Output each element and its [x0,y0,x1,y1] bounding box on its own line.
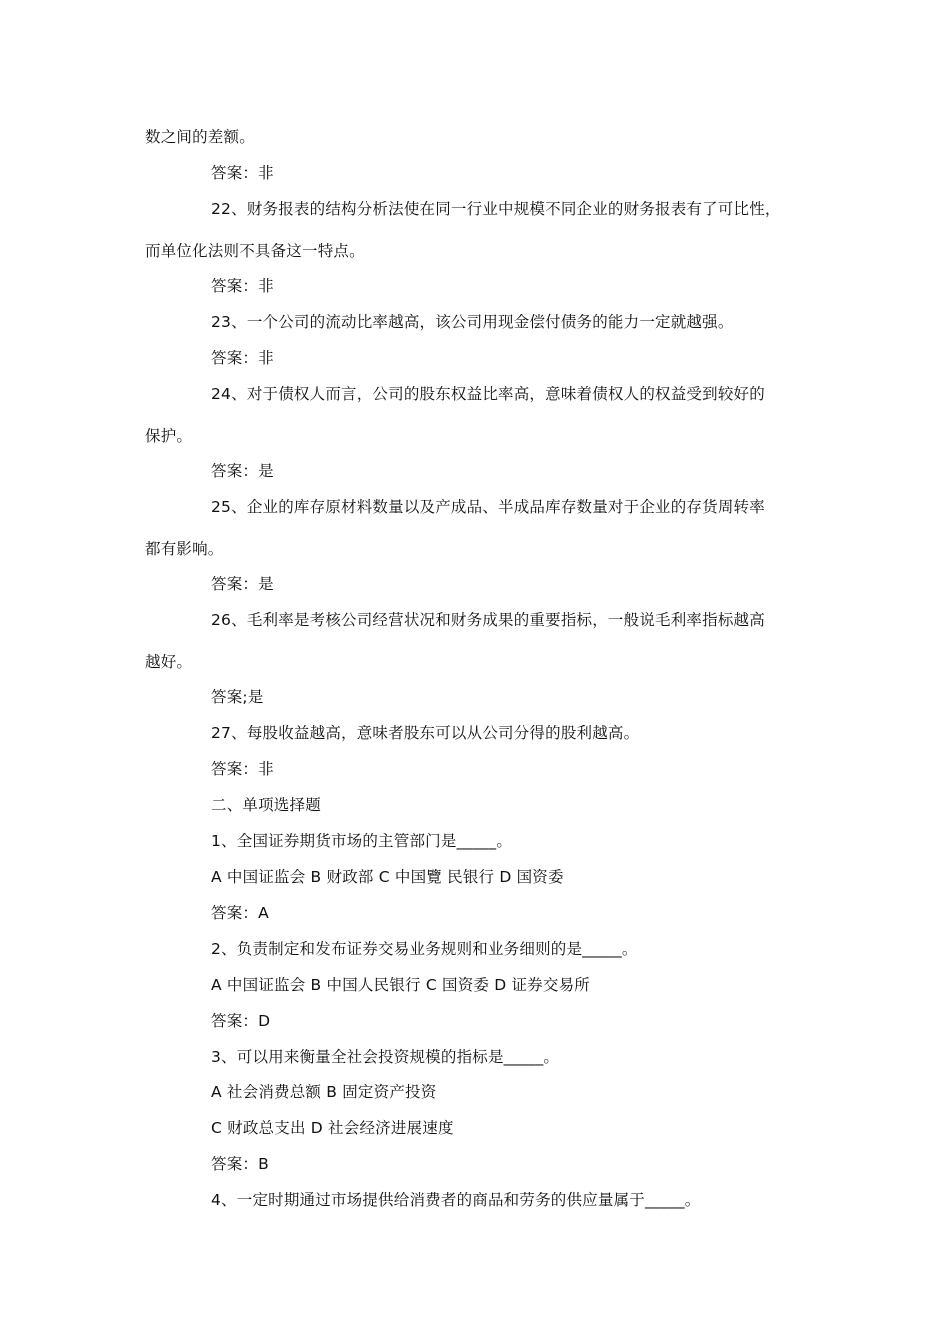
question-line: 3、可以用来衡量全社会投资规模的指标是_____。 [211,1048,560,1066]
text-line: 保护。 [145,427,193,445]
options-line: C 财政总支出 D 社会经济进展速度 [211,1119,454,1137]
question-line: 24、对于债权人而言，公司的股东权益比率高，意味着债权人的权益受到较好的 [211,385,765,403]
options-line: A 中国证监会 B 中国人民银行 C 国资委 D 证券交易所 [211,976,590,994]
text-line: 都有影响。 [145,540,224,558]
answer-line: 答案：非 [211,164,274,182]
text-line: 而单位化法则不具备这一特点。 [145,242,365,260]
options-line: A 社会消费总额 B 固定资产投资 [211,1083,437,1101]
text-line: 数之间的差额。 [145,128,255,146]
answer-line: 答案：是 [211,462,274,480]
question-line: 4、一定时期通过市场提供给消费者的商品和劳务的供应量属于_____。 [211,1191,701,1209]
question-line: 23、一个公司的流动比率越高，该公司用现金偿付债务的能力一定就越强。 [211,313,734,331]
answer-line: 答案：A [211,904,269,922]
question-line: 27、每股收益越高，意味者股东可以从公司分得的股利越高。 [211,724,640,742]
answer-line: 答案：非 [211,349,274,367]
answer-line: 答案：非 [211,277,274,295]
answer-line: 答案：B [211,1155,269,1173]
answer-line: 答案：非 [211,760,274,778]
question-line: 2、负责制定和发布证券交易业务规则和业务细则的是_____。 [211,940,638,958]
answer-line: 答案：是 [211,575,274,593]
text-line: 越好。 [145,653,193,671]
question-line: 22、财务报表的结构分析法使在同一行业中规模不同企业的财务报表有了可比性， [211,200,781,218]
question-line: 1、全国证券期货市场的主管部门是_____。 [211,832,513,850]
options-line: A 中国证监会 B 财政部 C 中国覽 民银行 D 国资委 [211,868,564,886]
section-heading: 二、单项选择题 [211,796,321,814]
question-line: 25、企业的库存原材料数量以及产成品、半成品库存数量对于企业的存货周转率 [211,498,765,516]
answer-line: 答案：D [211,1012,271,1030]
question-line: 26、毛利率是考核公司经营状况和财务成果的重要指标，一般说毛利率指标越高 [211,611,765,629]
answer-line: 答案;是 [211,688,264,706]
